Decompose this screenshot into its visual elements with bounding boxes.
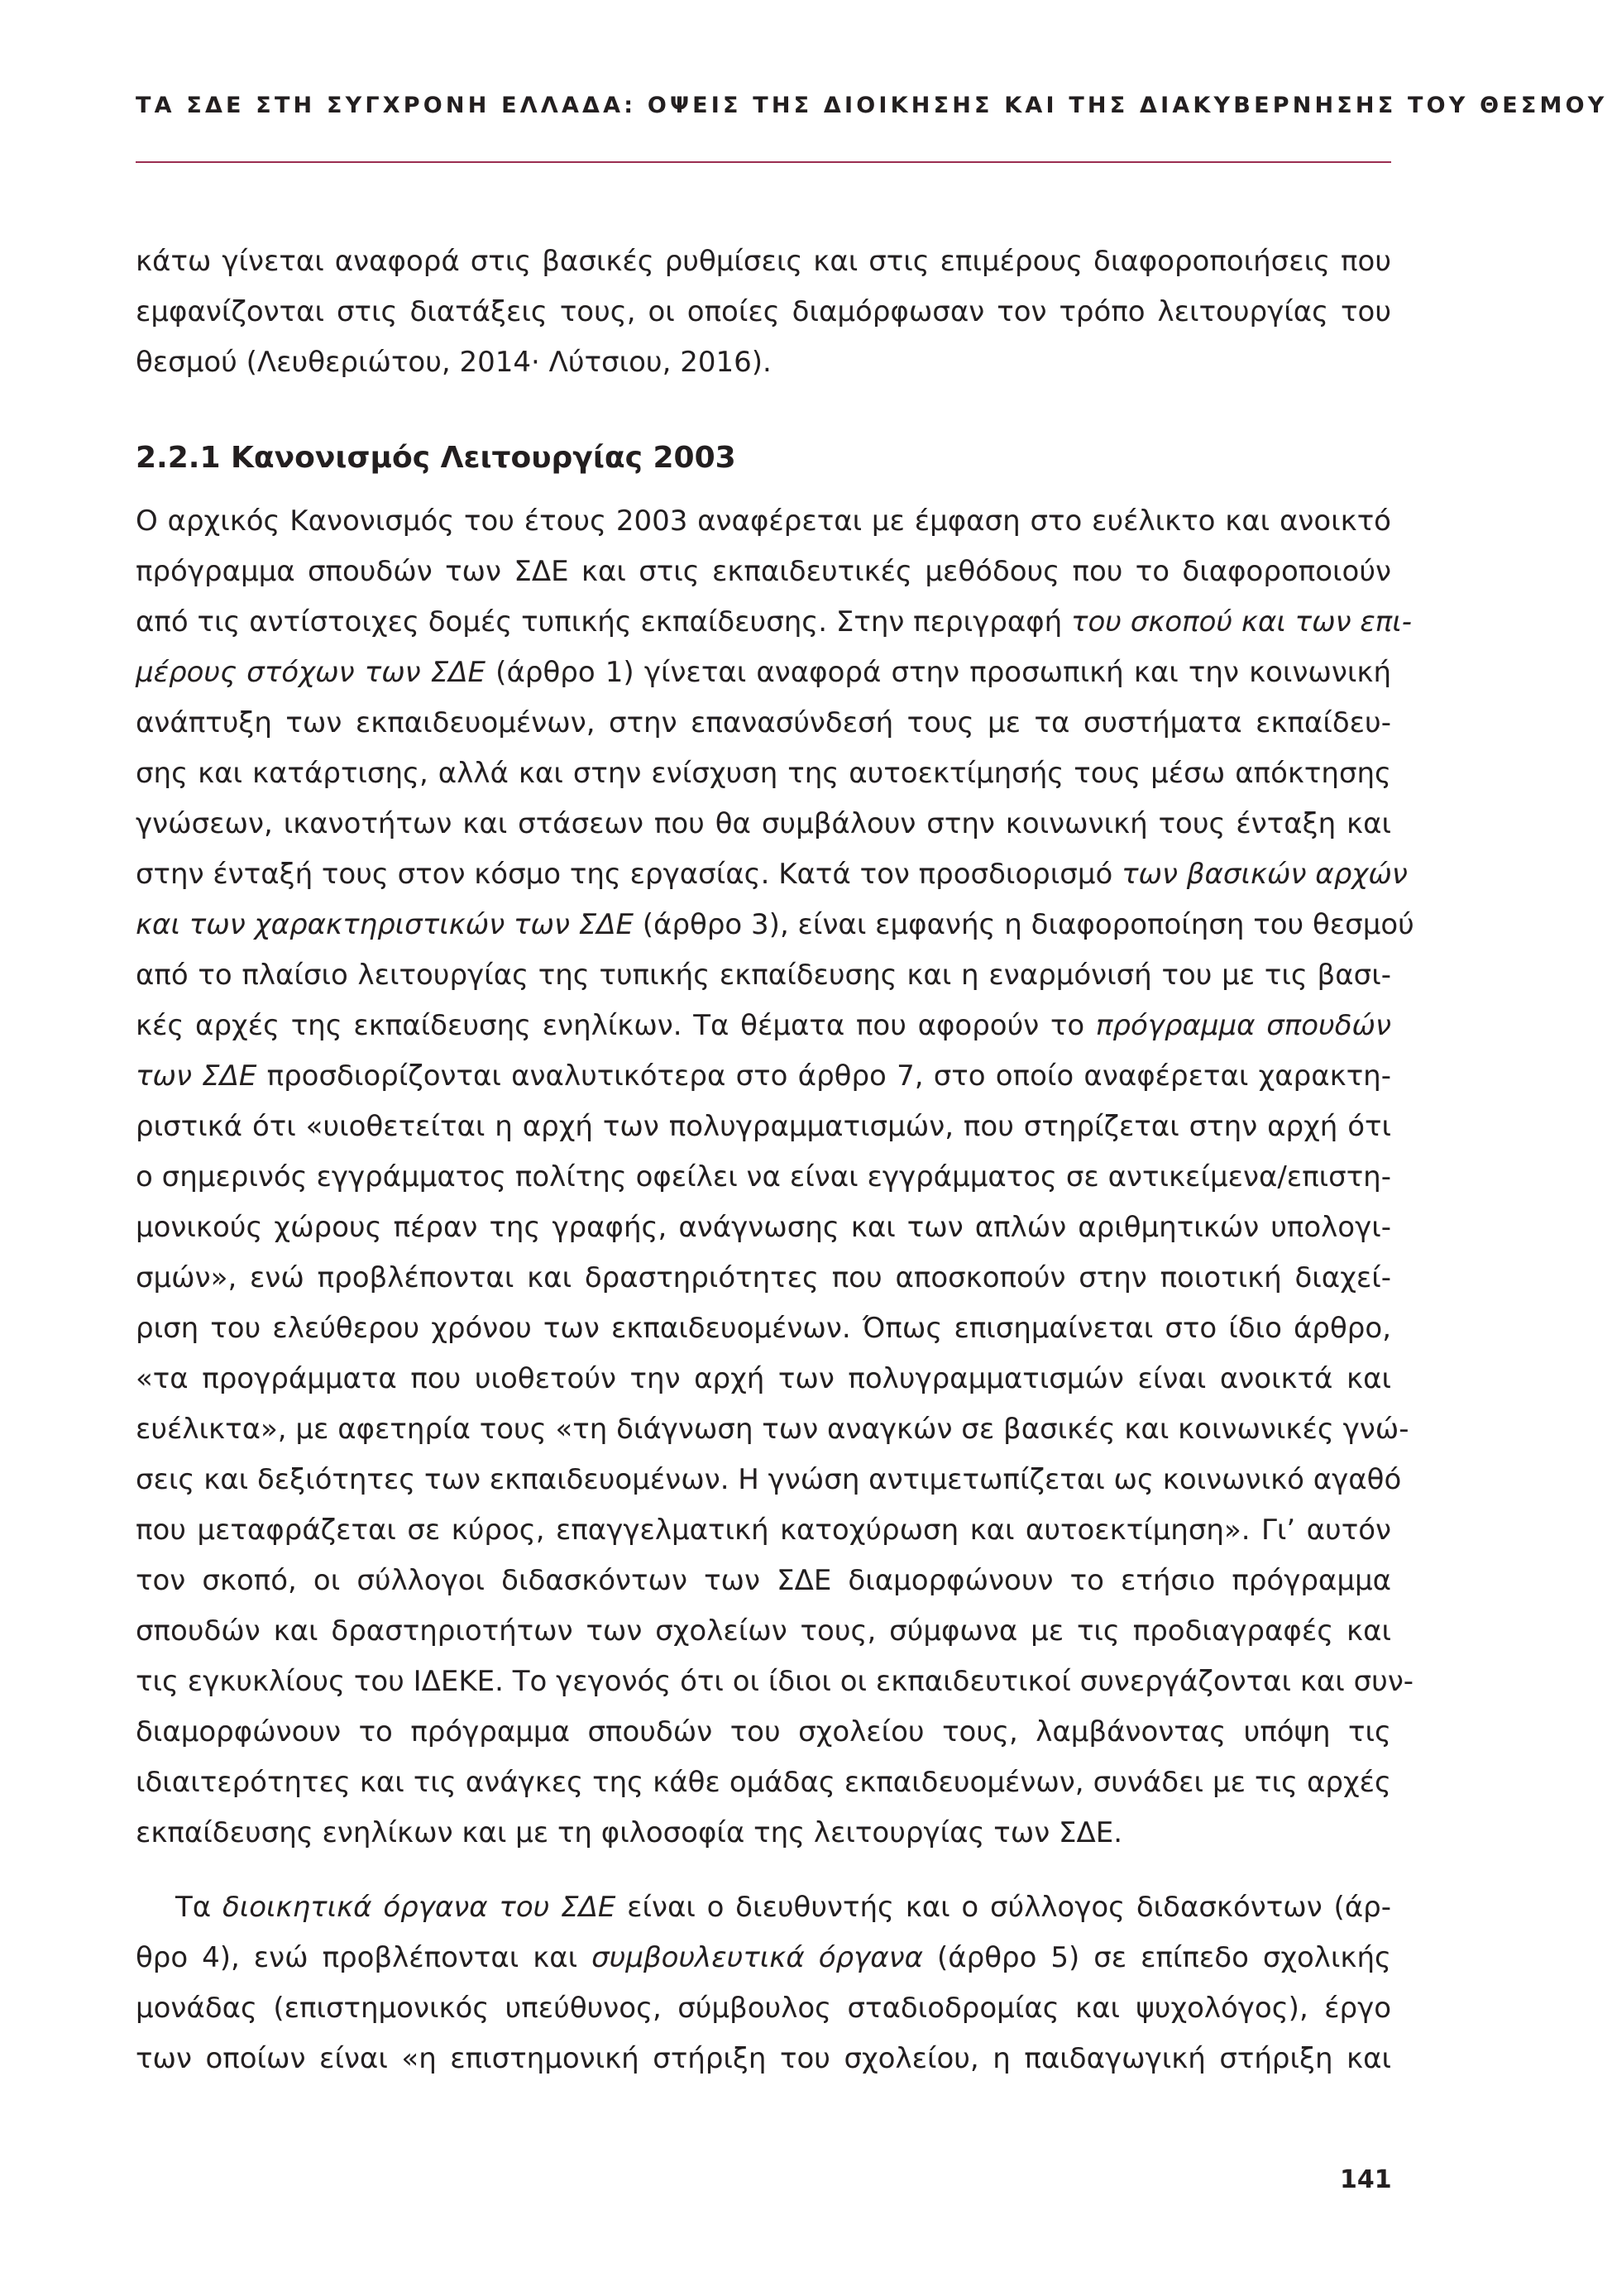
text-line <box>136 849 1408 900</box>
text-line: διαμορφώνουν το πρόγραμμα σπουδών του σχολείου τους, λαμβάνοντας υπόψη τις <box>136 1715 1391 1748</box>
header-rule <box>136 161 1391 163</box>
text-line <box>136 597 1413 648</box>
intro-paragraph <box>136 237 1391 388</box>
text-run: Τα <box>175 1891 222 1924</box>
text-run: (άρθρο 5) σε επίπεδο σχολικής <box>923 1941 1391 1974</box>
text-line: τις εγκυκλίους του ΙΔΕΚΕ. Το γεγονός ότι οι ίδιοι οι εκπαιδευτικοί συνεργάζονται και συν- <box>136 1665 1414 1698</box>
text-line: των οποίων είναι «η επιστημονική στήριξη του σχολείου, η παιδαγωγική στήριξη και <box>136 2042 1391 2075</box>
running-header: ΤΑ ΣΔΕ ΣΤΗ ΣΥΓΧΡΟΝΗ ΕΛΛΑΔΑ: ΟΨΕΙΣ ΤΗΣ ΔΙΟΙΚΗΣΗΣ ΚΑΙ ΤΗΣ ΔΙΑΚΥΒΕΡΝΗΣΗΣ ΤΟΥ ΘΕΣΜΟΥ <box>136 93 1608 118</box>
italic-term: συμβουλευτικά όργανα <box>591 1941 924 1974</box>
page-number: 141 <box>1340 2165 1392 2194</box>
text-line <box>136 1882 1391 1933</box>
italic-term: του σκοπού και των επι- <box>1071 605 1413 639</box>
text-line: μονάδας (επιστημονικός υπεύθυνος, σύμβουλος σταδιοδρομίας και ψυχολόγος), έργο <box>136 1992 1391 2025</box>
paragraph-2 <box>136 1882 1391 2084</box>
text-run: (άρθρο 3), είναι εμφανής η διαφοροποίηση του θεσμού <box>633 908 1414 941</box>
text-line: γνώσεων, ικανοτήτων και στάσεων που θα συμβάλουν στην κοινωνική τους ένταξη και <box>136 807 1391 840</box>
text-line: τον σκοπό, οι σύλλογοι διδασκόντων των ΣΔΕ διαμορφώνουν το ετήσιο πρόγραμμα <box>136 1564 1391 1597</box>
text-line: σης και κατάρτισης, αλλά και στην ενίσχυση της αυτοεκτίμησής τους μέσω απόκτησης <box>136 757 1391 790</box>
text-line <box>136 1051 1391 1102</box>
text-line <box>136 1001 1391 1051</box>
text-line: σεις και δεξιότητες των εκπαιδευομένων. Η γνώση αντιμετωπίζεται ως κοινωνικό αγαθό <box>136 1463 1402 1496</box>
text-line: ριση του ελεύθερου χρόνου των εκπαιδευομένων. Όπως επισημαίνεται στο ίδιο άρθρο, <box>136 1312 1391 1345</box>
text-line: σμών», ενώ προβλέπονται και δραστηριότητες που αποσκοπούν στην ποιοτική διαχεί- <box>136 1261 1391 1294</box>
section-heading: 2.2.1 Κανονισμός Λειτουργίας 2003 <box>136 441 736 475</box>
text-line: ο σημερινός εγγράμματος πολίτης οφείλει να είναι εγγράμματος σε αντικείμενα/επιστη- <box>136 1160 1391 1193</box>
text-run: από τις αντίστοιχες δομές τυπικής εκπαίδευσης. Στην περιγραφή <box>136 605 1072 639</box>
text-line: εμφανίζονται στις διατάξεις τους, οι οποίες διαμόρφωσαν τον τρόπο λειτουργίας του <box>136 295 1391 328</box>
text-run: (άρθρο 1) γίνεται αναφορά στην προσωπική και την κοινωνική <box>486 656 1391 689</box>
italic-term: των ΣΔΕ <box>136 1060 257 1093</box>
text-line: κάτω γίνεται αναφορά στις βασικές ρυθμίσεις και στις επιμέρους διαφοροποιήσεις που <box>136 245 1391 278</box>
text-line: εκπαίδευσης ενηλίκων και με τη φιλοσοφία της λειτουργίας των ΣΔΕ. <box>136 1816 1123 1849</box>
text-line: πρόγραμμα σπουδών των ΣΔΕ και στις εκπαιδευτικές μεθόδους που το διαφοροποιούν <box>136 555 1391 588</box>
text-line <box>136 1933 1391 1983</box>
text-line: «τα προγράμματα που υιοθετούν την αρχή των πολυγραμματισμών είναι ανοικτά και <box>136 1362 1391 1395</box>
text-line: ριστικά ότι «υιοθετείται η αρχή των πολυγραμματισμών, που στηρίζεται στην αρχή ότι <box>136 1110 1391 1143</box>
text-line: ανάπτυξη των εκπαιδευομένων, στην επανασύνδεσή τους με τα συστήματα εκπαίδευ- <box>136 706 1391 739</box>
italic-term: των βασικών αρχών <box>1122 858 1408 891</box>
text-line: μονικούς χώρους πέραν της γραφής, ανάγνωσης και των απλών αριθμητικών υπολογι- <box>136 1211 1391 1244</box>
paragraph-1 <box>136 496 1414 1858</box>
text-line <box>136 900 1414 950</box>
italic-term: πρόγραμμα σπουδών <box>1095 1009 1391 1042</box>
body-text <box>136 237 1414 2084</box>
text-line: θεσμού (Λευθεριώτου, 2014· Λύτσιου, 2016). <box>136 346 772 379</box>
text-run: είναι ο διευθυντής και ο σύλλογος διδασκόντων (άρ- <box>615 1891 1391 1924</box>
italic-term: και των χαρακτηριστικών των ΣΔΕ <box>136 908 634 941</box>
text-run: στην ένταξή τους στον κόσμο της εργασίας. Κατά τον προσδιορισμό <box>136 858 1122 891</box>
text-run: προσδιορίζονται αναλυτικότερα στο άρθρο 7, στο οποίο αναφέρεται χαρακτη- <box>256 1060 1391 1093</box>
text-line: σπουδών και δραστηριοτήτων των σχολείων τους, σύμφωνα με τις προδιαγραφές και <box>136 1614 1391 1648</box>
text-line: Ο αρχικός Κανονισμός του έτους 2003 αναφέρεται με έμφαση στο ευέλικτο και ανοικτό <box>136 505 1391 538</box>
text-line: από το πλαίσιο λειτουργίας της τυπικής εκπαίδευσης και η εναρμόνισή του με τις βασι- <box>136 959 1391 992</box>
text-line: που μεταφράζεται σε κύρος, επαγγελματική κατοχύρωση και αυτοεκτίμηση». Γι’ αυτόν <box>136 1514 1391 1547</box>
italic-term: μέρους στόχων των ΣΔΕ <box>136 656 486 689</box>
italic-term: διοικητικά όργανα του ΣΔΕ <box>222 1891 616 1924</box>
text-line <box>136 648 1391 698</box>
text-run: κές αρχές της εκπαίδευσης ενηλίκων. Τα θέματα που αφορούν το <box>136 1009 1096 1042</box>
text-run: θρο 4), ενώ προβλέπονται και <box>136 1941 592 1974</box>
text-line: ευέλικτα», με αφετηρία τους «τη διάγνωση των αναγκών σε βασικές και κοινωνικές γνώ- <box>136 1413 1409 1446</box>
text-line: ιδιαιτερότητες και τις ανάγκες της κάθε ομάδας εκπαιδευομένων, συνάδει με τις αρχές <box>136 1766 1391 1799</box>
paragraph-gap <box>136 1858 1391 1882</box>
